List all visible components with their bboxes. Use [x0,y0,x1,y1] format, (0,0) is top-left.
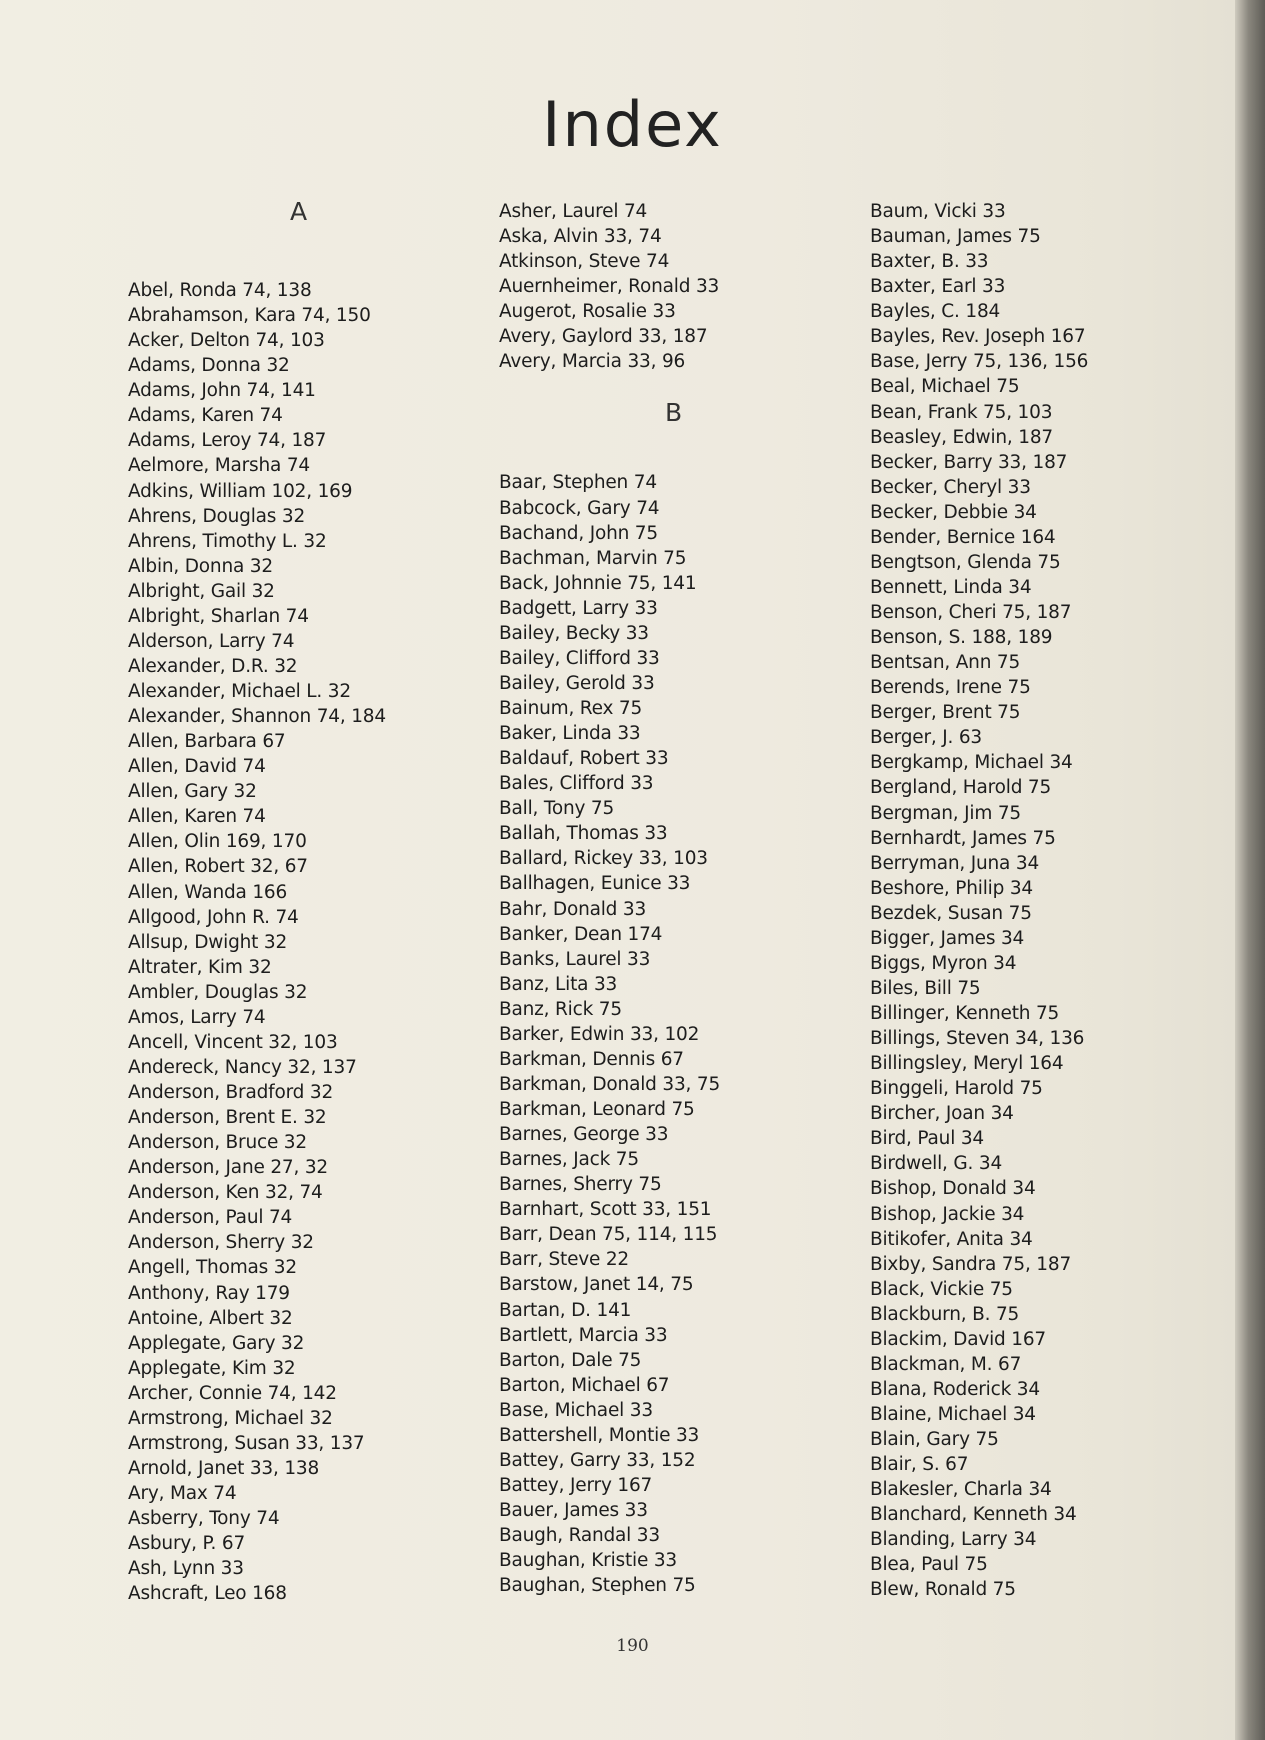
index-entry: Barton, Michael 67 [499,1374,670,1396]
entry-list-a [128,278,448,1606]
index-entry: Bayles, Rev. Joseph 167 [870,326,1086,348]
index-entry: Bentsan, Ann 75 [870,652,1021,674]
index-entry: Armstrong, Michael 32 [128,1407,333,1429]
index-entry: Baum, Vicki 33 [870,201,1006,222]
index-entry: Barstow, Janet 14, 75 [499,1274,694,1296]
index-entry: Blana, Roderick 34 [870,1378,1040,1400]
index-entry: Ballard, Rickey 33, 103 [499,848,708,870]
index-entry: Baxter, B. 33 [870,251,989,273]
index-column-3 [870,199,1190,1603]
index-entry: Barnhart, Scott 33, 151 [499,1199,712,1221]
index-entry: Bishop, Donald 34 [870,1178,1036,1200]
index-entry: Ancell, Vincent 32, 103 [128,1031,338,1053]
index-entry: Bergman, Jim 75 [870,802,1021,824]
index-entry: Allen, Wanda 166 [128,881,288,903]
index-entry: Billings, Steven 34, 136 [870,1028,1085,1050]
index-entry: Baughan, Stephen 75 [499,1575,696,1597]
index-entry: Baxter, Earl 33 [870,276,1006,298]
index-entry: Beasley, Edwin, 187 [870,426,1053,448]
index-column-2 [499,199,819,1598]
index-entry: Bishop, Jackie 34 [870,1203,1025,1225]
index-entry: Blain, Gary 75 [870,1429,999,1451]
index-entry: Benson, Cheri 75, 187 [870,602,1072,623]
index-entry: Allen, Robert 32, 67 [128,856,308,878]
index-entry: Applegate, Gary 32 [128,1332,305,1354]
index-entry: Alexander, Michael L. 32 [128,681,351,702]
index-entry: Anthony, Ray 179 [128,1282,290,1304]
index-entry: Bernhardt, James 75 [870,827,1056,849]
index-entry: Banker, Dean 174 [499,923,663,945]
index-entry: Becker, Barry 33, 187 [870,451,1068,473]
index-entry: Baldauf, Robert 33 [499,748,669,770]
index-entry: Benson, S. 188, 189 [870,627,1053,649]
index-entry: Banz, Lita 33 [499,973,618,995]
index-entry: Auernheimer, Ronald 33 [499,276,720,298]
index-entry: Binggeli, Harold 75 [870,1078,1043,1100]
index-entry: Becker, Debbie 34 [870,501,1037,523]
index-entry: Biles, Bill 75 [870,977,981,999]
index-entry: Barkman, Dennis 67 [499,1048,684,1070]
index-entry: Alexander, D.R. 32 [128,655,298,677]
index-entry: Blanding, Larry 34 [870,1529,1037,1551]
index-entry: Applegate, Kim 32 [128,1357,296,1379]
index-entry: Antoine, Albert 32 [128,1307,293,1329]
index-entry: Blanchard, Kenneth 34 [870,1504,1077,1526]
index-entry: Ball, Tony 75 [499,798,615,820]
index-entry: Ash, Lynn 33 [128,1558,244,1580]
index-entry: Bainum, Rex 75 [499,698,643,719]
index-entry: Aelmore, Marsha 74 [128,455,310,477]
index-column-1 [128,199,448,1606]
index-entry: Bigger, James 34 [870,927,1025,949]
index-entry: Asher, Laurel 74 [499,201,648,222]
index-entry: Anderson, Ken 32, 74 [128,1182,323,1204]
index-entry: Bengtson, Glenda 75 [870,551,1061,573]
index-entry: Baar, Stephen 74 [499,472,657,494]
index-entry: Billinger, Kenneth 75 [870,1003,1060,1024]
index-entry: Bircher, Joan 34 [870,1103,1014,1125]
index-entry: Beal, Michael 75 [870,376,1020,398]
index-entry: Bayles, C. 184 [870,301,1001,323]
entry-list-a-continued [499,199,819,374]
index-entry: Avery, Gaylord 33, 187 [499,326,708,348]
index-entry: Aska, Alvin 33, 74 [499,226,662,248]
index-entry: Bennett, Linda 34 [870,576,1032,598]
index-entry: Ballhagen, Eunice 33 [499,873,691,895]
index-entry: Blea, Paul 75 [870,1554,988,1576]
index-entry: Bird, Paul 34 [870,1128,984,1150]
entry-list-b-continued [870,199,1190,1603]
index-entry: Avery, Marcia 33, 96 [499,351,686,373]
index-entry: Base, Michael 33 [499,1399,653,1421]
index-entry: Bauer, James 33 [499,1500,648,1521]
index-entry: Alexander, Shannon 74, 184 [128,706,386,728]
index-entry: Berger, Brent 75 [870,702,1021,724]
index-entry: Adkins, William 102, 169 [128,480,353,502]
index-entry: Badgett, Larry 33 [499,597,658,619]
index-entry: Asberry, Tony 74 [128,1508,280,1530]
index-entry: Back, Johnnie 75, 141 [499,572,697,594]
index-entry: Barker, Edwin 33, 102 [499,1023,700,1045]
index-entry: Bartan, D. 141 [499,1299,632,1321]
index-entry: Anderson, Sherry 32 [128,1232,314,1254]
index-entry: Augerot, Rosalie 33 [499,301,676,323]
index-entry: Allen, Gary 32 [128,781,257,803]
index-entry: Barton, Dale 75 [499,1349,642,1371]
index-entry: Arnold, Janet 33, 138 [128,1457,320,1479]
index-entry: Berends, Irene 75 [870,677,1031,699]
index-entry: Adams, Karen 74 [128,405,283,427]
index-entry: Barkman, Leonard 75 [499,1099,695,1120]
index-entry: Ashcraft, Leo 168 [128,1583,287,1605]
index-entry: Ahrens, Timothy L. 32 [128,530,327,552]
index-entry: Becker, Cheryl 33 [870,476,1031,498]
index-entry: Beshore, Philip 34 [870,877,1033,899]
index-entry: Allen, Barbara 67 [128,731,286,753]
index-entry: Asbury, P. 67 [128,1533,246,1555]
index-entry: Angell, Thomas 32 [128,1257,297,1279]
index-entry: Adams, Leroy 74, 187 [128,430,327,452]
index-entry: Anderson, Bruce 32 [128,1132,307,1154]
index-entry: Bachman, Marvin 75 [499,547,687,569]
index-entry: Blair, S. 67 [870,1454,969,1476]
index-entry: Albright, Sharlan 74 [128,605,309,627]
index-entry: Anderson, Bradford 32 [128,1082,334,1103]
index-entry: Anderson, Paul 74 [128,1207,293,1229]
index-entry: Atkinson, Steve 74 [499,251,670,273]
index-entry: Barr, Dean 75, 114, 115 [499,1224,718,1246]
index-entry: Albin, Donna 32 [128,555,273,577]
index-entry: Bahr, Donald 33 [499,898,647,920]
index-entry: Abrahamson, Kara 74, 150 [128,305,371,327]
index-entry: Blackman, M. 67 [870,1353,1022,1375]
index-entry: Barnes, George 33 [499,1124,669,1146]
index-entry: Bailey, Becky 33 [499,622,649,644]
index-entry: Bitikofer, Anita 34 [870,1228,1033,1250]
index-entry: Altrater, Kim 32 [128,956,272,978]
index-entry: Archer, Connie 74, 142 [128,1382,337,1404]
index-entry: Billingsley, Meryl 164 [870,1053,1064,1075]
index-entry: Anderson, Brent E. 32 [128,1107,327,1129]
index-entry: Bender, Bernice 164 [870,526,1056,548]
index-entry: Berryman, Juna 34 [870,852,1040,874]
index-entry: Blew, Ronald 75 [870,1579,1016,1601]
index-entry: Barkman, Donald 33, 75 [499,1073,721,1095]
index-entry: Banz, Rick 75 [499,998,622,1020]
index-entry: Amos, Larry 74 [128,1006,266,1028]
index-entry: Allen, Karen 74 [128,806,266,828]
index-entry: Bixby, Sandra 75, 187 [870,1253,1072,1275]
index-entry: Ary, Max 74 [128,1483,237,1504]
book-spine-shadow [1235,0,1265,1740]
index-entry: Banks, Laurel 33 [499,948,651,970]
index-entry: Battey, Garry 33, 152 [499,1449,696,1471]
index-entry: Bailey, Gerold 33 [499,672,655,694]
index-entry: Birdwell, G. 34 [870,1153,1003,1175]
index-entry: Bailey, Clifford 33 [499,647,660,669]
section-letter-b: B [665,398,683,428]
index-entry: Bezdek, Susan 75 [870,902,1032,924]
index-entry: Albright, Gail 32 [128,580,275,602]
index-entry: Armstrong, Susan 33, 137 [128,1432,365,1454]
index-entry: Bales, Clifford 33 [499,773,654,795]
index-entry: Blackburn, B. 75 [870,1303,1020,1325]
index-entry: Barnes, Jack 75 [499,1149,639,1171]
index-entry: Baker, Linda 33 [499,723,641,745]
index-entry: Blakesler, Charla 34 [870,1479,1052,1501]
page-number: 190 [616,1636,649,1656]
index-entry: Baughan, Kristie 33 [499,1550,677,1572]
index-entry: Ambler, Douglas 32 [128,981,308,1003]
index-entry: Bean, Frank 75, 103 [870,401,1053,423]
index-entry: Allen, David 74 [128,756,266,778]
index-entry: Allen, Olin 169, 170 [128,831,307,853]
index-entry: Biggs, Myron 34 [870,952,1017,974]
index-entry: Berger, J. 63 [870,727,983,749]
index-entry: Ballah, Thomas 33 [499,823,668,845]
index-entry: Adams, John 74, 141 [128,380,316,402]
index-entry: Alderson, Larry 74 [128,630,295,652]
index-entry: Acker, Delton 74, 103 [128,330,325,352]
index-entry: Bachand, John 75 [499,522,658,544]
index-entry: Blaine, Michael 34 [870,1404,1036,1425]
index-entry: Battershell, Montie 33 [499,1424,700,1446]
index-entry: Bergkamp, Michael 34 [870,752,1073,774]
index-entry: Allsup, Dwight 32 [128,931,288,953]
index-entry: Babcock, Gary 74 [499,497,660,519]
index-entry: Battey, Jerry 167 [499,1474,653,1496]
index-entry: Abel, Ronda 74, 138 [128,280,312,301]
index-entry: Base, Jerry 75, 136, 156 [870,351,1089,373]
index-entry: Blackim, David 167 [870,1328,1046,1350]
index-entry: Allgood, John R. 74 [128,906,299,928]
entry-list-b [499,470,819,1598]
section-letter-a: A [290,197,308,226]
index-entry: Black, Vickie 75 [870,1278,1013,1300]
page-title: Index [542,88,723,161]
index-entry: Adams, Donna 32 [128,355,290,377]
index-entry: Barnes, Sherry 75 [499,1174,662,1196]
index-entry: Andereck, Nancy 32, 137 [128,1056,357,1078]
index-entry: Baugh, Randal 33 [499,1525,660,1547]
index-entry: Barr, Steve 22 [499,1249,630,1271]
index-entry: Ahrens, Douglas 32 [128,505,306,527]
index-entry: Anderson, Jane 27, 32 [128,1157,328,1179]
index-entry: Bauman, James 75 [870,226,1041,248]
index-entry: Bartlett, Marcia 33 [499,1324,668,1346]
index-entry: Bergland, Harold 75 [870,777,1052,799]
